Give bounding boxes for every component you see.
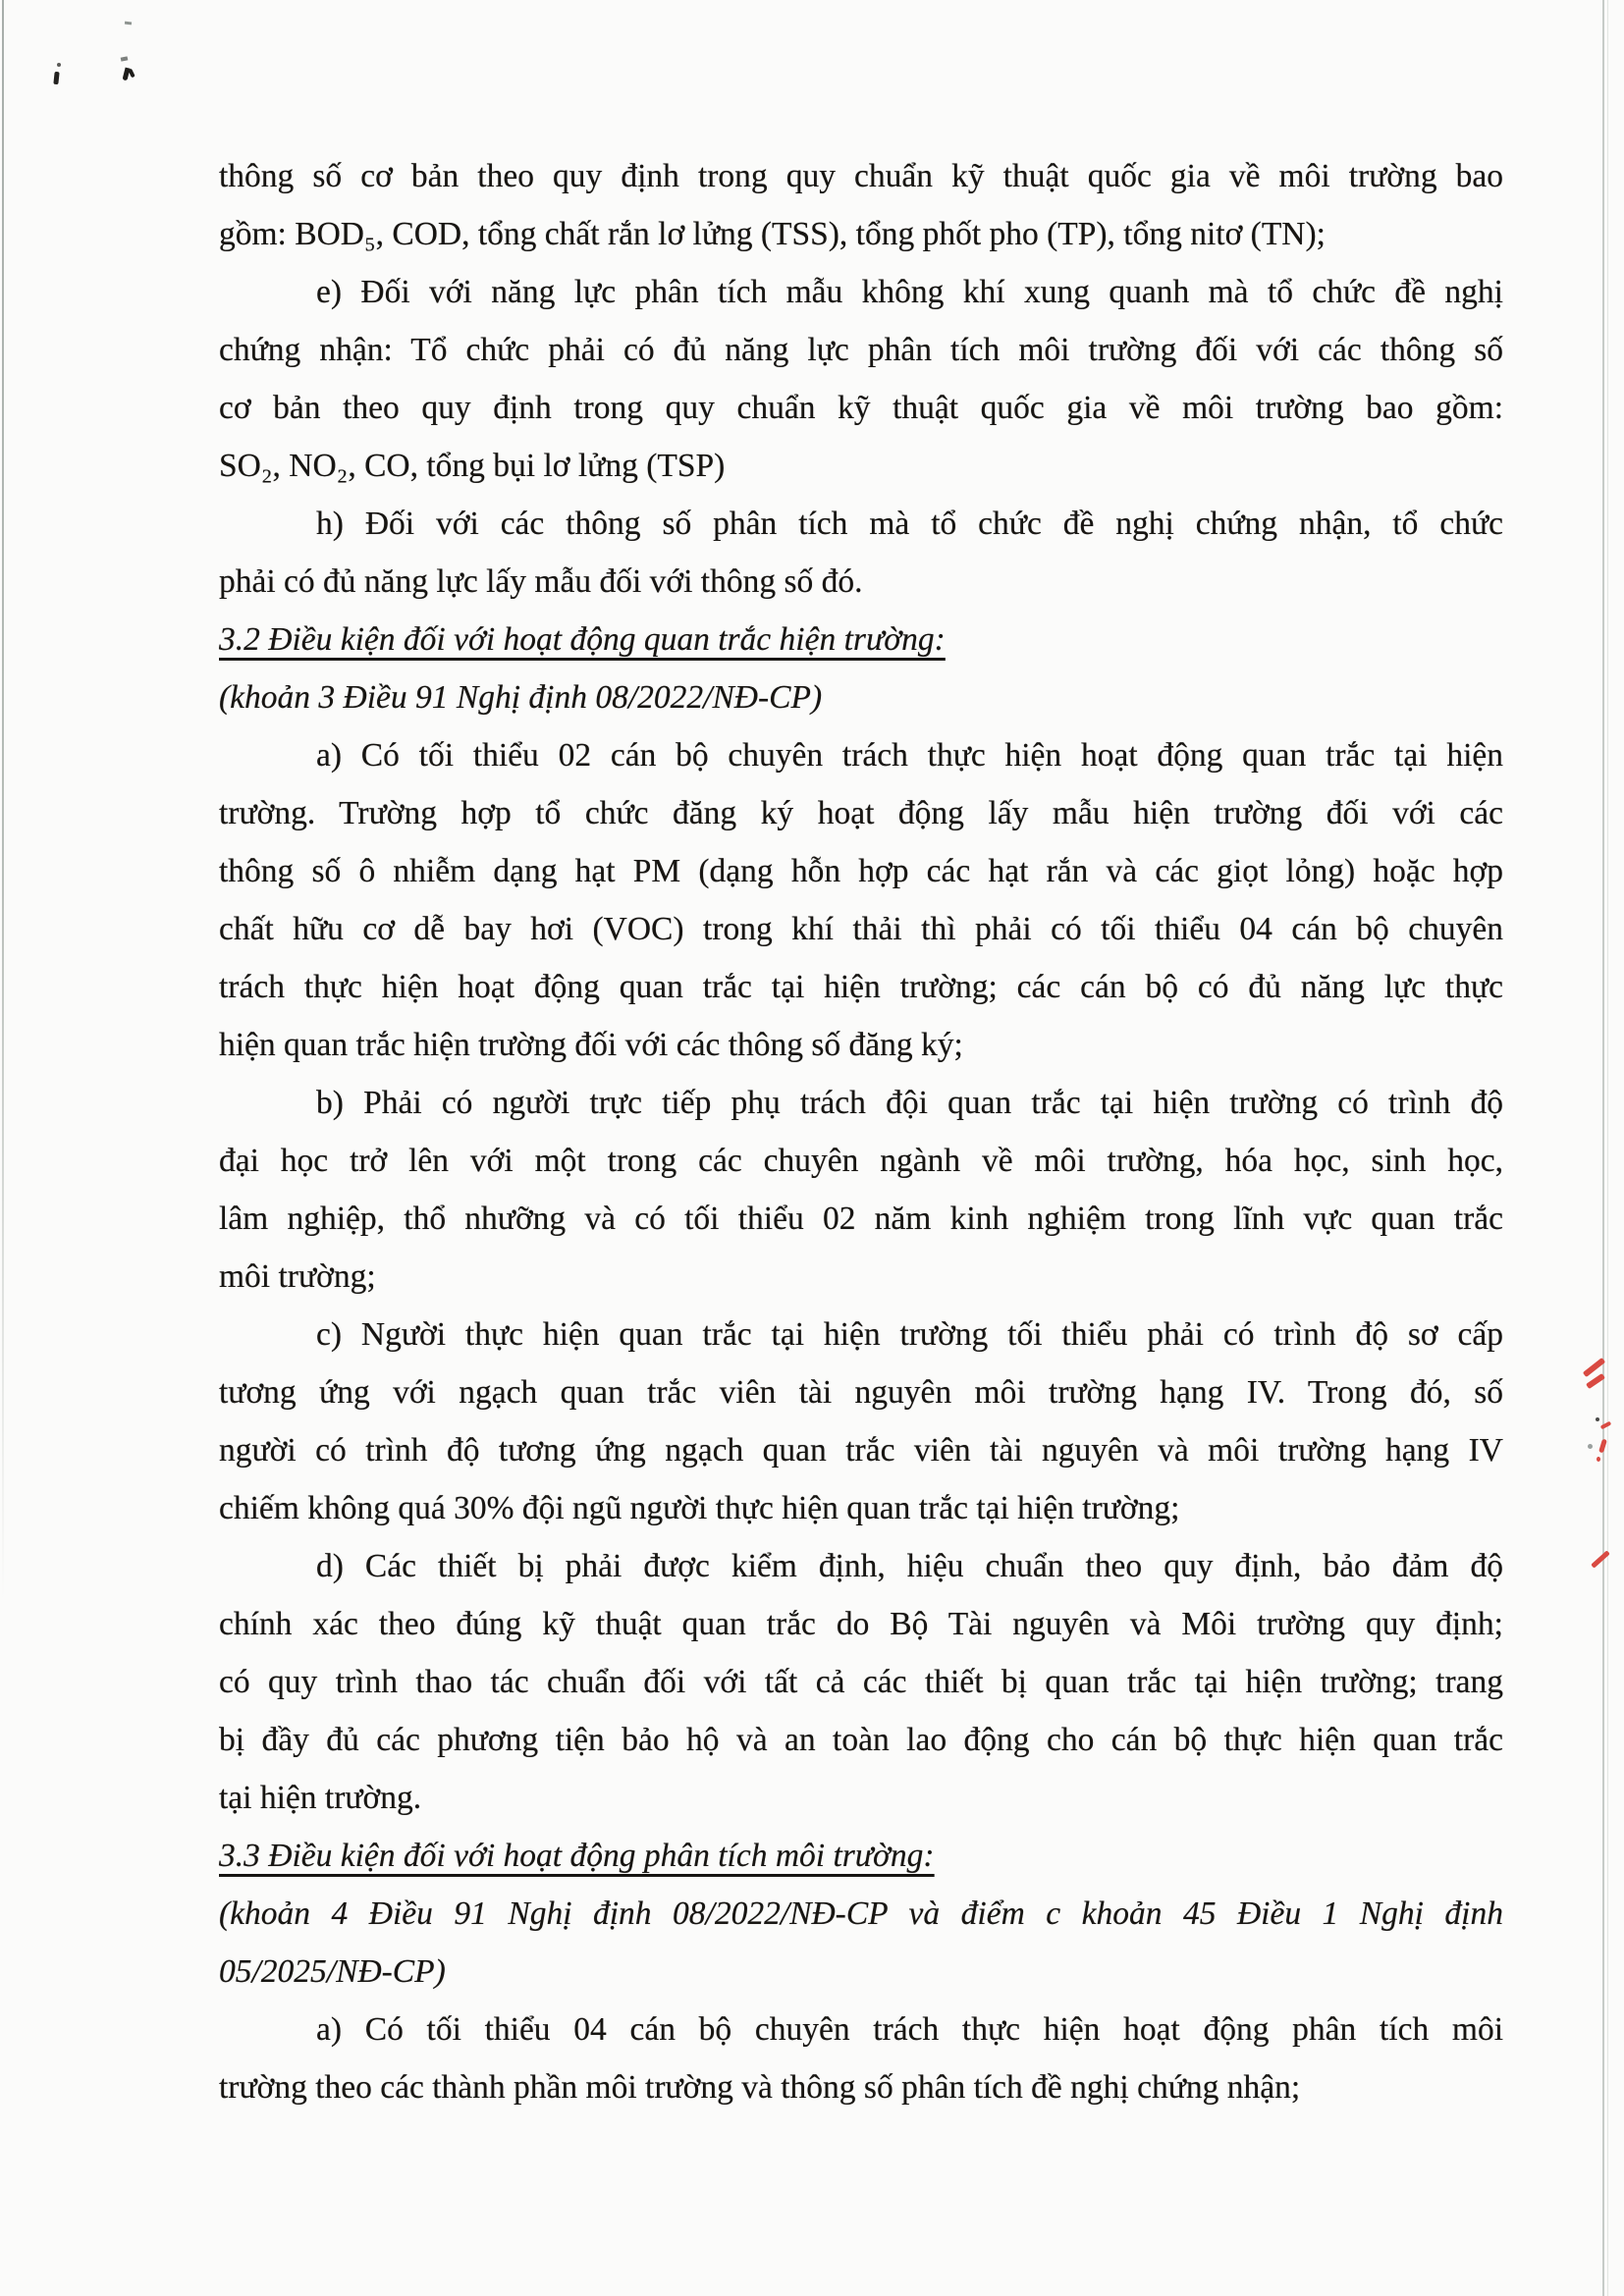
text-line: tương ứng với ngạch quan trắc viên tài nguyên môi trường hạng IV. Trong đó, số: [219, 1374, 1503, 1411]
paragraph: [219, 2001, 1503, 2116]
text-line: lâm nghiệp, thổ nhưỡng và có tối thiểu 02 năm kinh nghiệm trong lĩnh vực quan trắc: [219, 1201, 1503, 1237]
legal-reference: [219, 1885, 1503, 2001]
ink-speck: [57, 63, 61, 67]
text-line: thông số ô nhiễm dạng hạt PM (dạng hỗn hợp các hạt rắn và các giọt lỏng) hoặc hợp: [219, 853, 1503, 889]
text-line: a) Có tối thiểu 04 cán bộ chuyên trách thực hiện hoạt động phân tích môi: [316, 2011, 1503, 2048]
text-line: có quy trình thao tác chuẩn đối với tất cả các thiết bị quan trắc tại hiện trường; trang: [219, 1664, 1503, 1700]
text-line: 05/2025/NĐ-CP): [219, 1953, 446, 1990]
paragraph: [219, 495, 1503, 611]
text-line: chứng nhận: Tổ chức phải có đủ năng lực phân tích môi trường đối với các thông số: [219, 332, 1503, 368]
text-line: a) Có tối thiểu 02 cán bộ chuyên trách thực hiện hoạt động quan trắc tại hiện: [316, 737, 1503, 774]
ink-speck: [128, 69, 135, 79]
heading-line: [219, 1827, 1503, 1885]
ink-speck: [1588, 1444, 1593, 1449]
scan-edge-line-left: [2, 0, 4, 1600]
text-line: SO₂, NO₂, CO, tổng bụi lơ lửng (TSP): [219, 448, 726, 484]
text-line: hiện quan trắc hiện trường đối với các thông số đăng ký;: [219, 1027, 963, 1063]
section-heading: [219, 1827, 1503, 1885]
heading-line: [219, 611, 1503, 668]
scan-edge-line-right: [1602, 0, 1604, 2296]
paragraph: [219, 726, 1503, 1074]
text-line: (khoản 3 Điều 91 Nghị định 08/2022/NĐ-CP): [219, 679, 823, 716]
red-pen-mark: [1598, 1439, 1607, 1454]
text-line: h) Đối với các thông số phân tích mà tổ chức đề nghị chứng nhận, tổ chức: [316, 506, 1503, 542]
legal-reference: [219, 668, 1503, 726]
ink-speck: [121, 56, 129, 61]
heading-underlined-text: 3.2 Điều kiện đối với hoạt động quan trắc hiện trường:: [219, 621, 946, 658]
section-heading: [219, 611, 1503, 668]
text-line: cơ bản theo quy định trong quy chuẩn kỹ thuật quốc gia về môi trường bao gồm:: [219, 390, 1503, 426]
text-line: gồm: BOD₅, COD, tổng chất rắn lơ lửng (TSS), tổng phốt pho (TP), tổng nitơ (TN);: [219, 216, 1326, 252]
paragraph: [219, 1306, 1503, 1537]
paragraph: [219, 147, 1503, 263]
text-line: trách thực hiện hoạt động quan trắc tại hiện trường; các cán bộ có đủ năng lực thực: [219, 969, 1503, 1005]
paragraph: [219, 1537, 1503, 1827]
text-line: môi trường;: [219, 1258, 376, 1295]
text-line: b) Phải có người trực tiếp phụ trách đội quan trắc tại hiện trường có trình độ: [316, 1085, 1503, 1121]
text-line: bị đầy đủ các phương tiện bảo hộ và an toàn lao động cho cán bộ thực hiện quan trắc: [219, 1722, 1503, 1758]
paragraph: [219, 263, 1503, 495]
text-line: thông số cơ bản theo quy định trong quy chuẩn kỹ thuật quốc gia về môi trường bao: [219, 158, 1503, 194]
text-line: chiếm không quá 30% đội ngũ người thực hiện quan trắc tại hiện trường;: [219, 1490, 1180, 1526]
text-line: đại học trở lên với một trong các chuyên ngành về môi trường, hóa học, sinh học,: [219, 1143, 1503, 1179]
text-line: e) Đối với năng lực phân tích mẫu không khí xung quanh mà tổ chức đề nghị: [316, 274, 1503, 310]
scan-edge-line-right-faint: [1607, 0, 1608, 2296]
heading-underlined-text: 3.3 Điều kiện đối với hoạt động phân tích môi trường:: [219, 1838, 935, 1874]
text-line: tại hiện trường.: [219, 1780, 422, 1816]
ink-speck: [53, 72, 59, 84]
ink-speck: [125, 22, 132, 26]
text-line: phải có đủ năng lực lấy mẫu đối với thông số đó.: [219, 563, 863, 600]
paragraph: [219, 1074, 1503, 1306]
text-line: người có trình độ tương ứng ngạch quan trắc viên tài nguyên và môi trường hạng IV: [219, 1432, 1503, 1468]
text-line: (khoản 4 Điều 91 Nghị định 08/2022/NĐ-CP và điểm c khoản 45 Điều 1 Nghị định: [219, 1896, 1503, 1932]
text-line: d) Các thiết bị phải được kiểm định, hiệu chuẩn theo quy định, bảo đảm độ: [316, 1548, 1503, 1584]
text-line: trường theo các thành phần môi trường và thông số phân tích đề nghị chứng nhận;: [219, 2069, 1301, 2106]
document-text: [219, 147, 1503, 2116]
ink-speck: [1596, 1417, 1599, 1421]
text-line: chất hữu cơ dễ bay hơi (VOC) trong khí thải thì phải có tối thiểu 04 cán bộ chuyên: [219, 911, 1503, 947]
text-line: trường. Trường hợp tổ chức đăng ký hoạt động lấy mẫu hiện trường đối với các: [219, 795, 1503, 831]
text-line: chính xác theo đúng kỹ thuật quan trắc do Bộ Tài nguyên và Môi trường quy định;: [219, 1606, 1503, 1642]
red-pen-mark: [1597, 1457, 1600, 1462]
text-line: c) Người thực hiện quan trắc tại hiện trường tối thiểu phải có trình độ sơ cấp: [316, 1316, 1503, 1353]
